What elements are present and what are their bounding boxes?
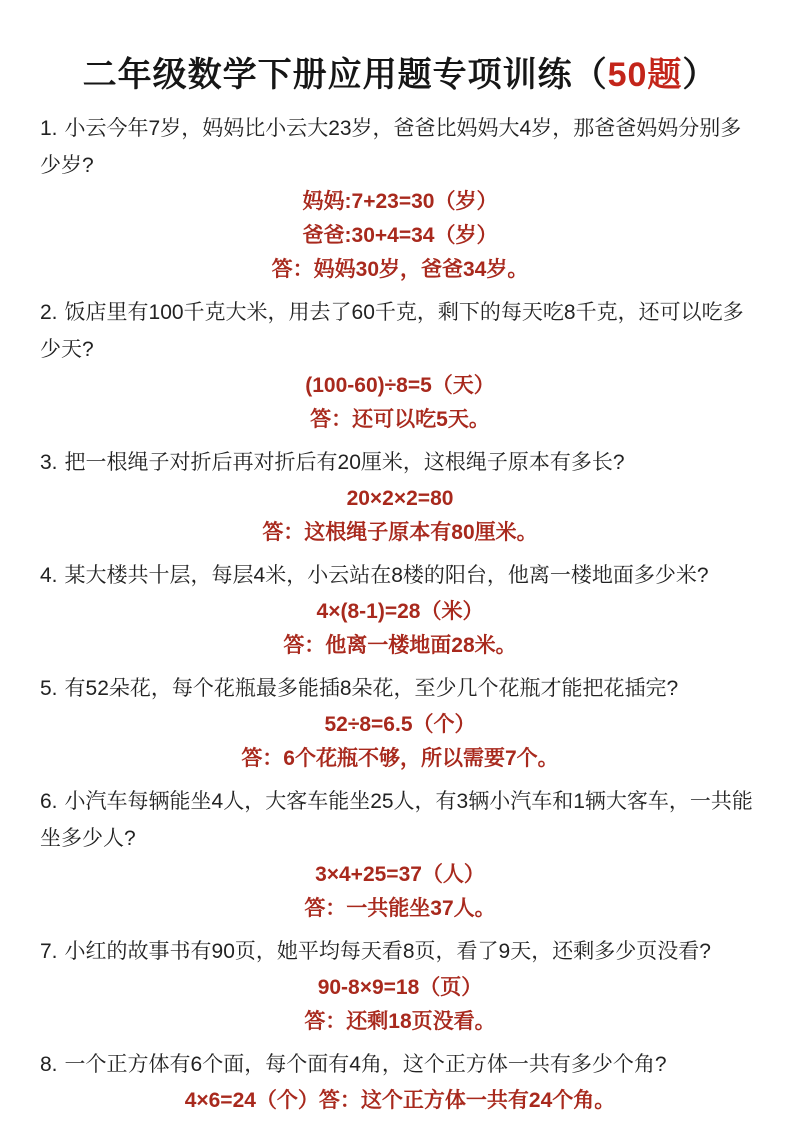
title-question-count: 50题: [607, 56, 683, 94]
question-text: [40, 1046, 760, 1083]
question-text: [40, 444, 760, 481]
answer-line: 答：这根绳子原本有80厘米。: [262, 521, 538, 544]
page-title: [40, 50, 760, 100]
question-number: 2.: [40, 301, 58, 324]
answer-line: 答：一共能坐37人。: [304, 897, 496, 920]
answer-line: 答：6个花瓶不够，所以需要7个。: [241, 747, 559, 770]
question-body: 小云今年7岁，妈妈比小云大23岁，爸爸比妈妈大4岁，那爸爸妈妈分别多少岁?: [40, 117, 742, 177]
question-text: [40, 783, 760, 857]
answer-line: 4×(8-1)=28（米）: [316, 600, 484, 623]
problem-8: [40, 1046, 760, 1117]
question-body: 小红的故事书有90页，她平均每天看8页，看了9天，还剩多少页没看?: [64, 940, 711, 963]
title-text: 二年级数学下册应用题专项训练: [82, 56, 573, 94]
problem-7: [40, 933, 760, 1038]
question-body: 把一根绳子对折后再对折后有20厘米，这根绳子原本有多长?: [64, 451, 625, 474]
answer-line: (100-60)÷8=5（天）: [305, 374, 495, 397]
question-body: 一个正方体有6个面，每个面有4角，这个正方体一共有多少个角?: [64, 1053, 667, 1076]
question-body: 小汽车每辆能坐4人，大客车能坐25人，有3辆小汽车和1辆大客车，一共能坐多少人?: [40, 790, 753, 850]
question-body: 有52朵花，每个花瓶最多能插8朵花，至少几个花瓶才能把花插完?: [64, 677, 679, 700]
answer-line: 90-8×9=18（页）: [317, 976, 483, 999]
question-number: 6.: [40, 790, 58, 813]
question-text: [40, 110, 760, 184]
problem-3: [40, 444, 760, 549]
problem-6: [40, 783, 760, 925]
question-text: [40, 557, 760, 594]
question-number: 1.: [40, 117, 58, 140]
question-number: 3.: [40, 451, 58, 474]
problem-4: [40, 557, 760, 662]
question-text: [40, 933, 760, 970]
answer-line: 4×6=24（个）答：这个正方体一共有24个角。: [184, 1089, 616, 1112]
answer-line: 20×2×2=80: [346, 487, 454, 510]
problem-5: [40, 670, 760, 775]
question-text: [40, 294, 760, 368]
answer-line: 答：还剩18页没看。: [304, 1010, 496, 1033]
answer-line: 妈妈:7+23=30（岁）: [302, 190, 498, 213]
problem-2: [40, 294, 760, 436]
question-body: 饭店里有100千克大米，用去了60千克，剩下的每天吃8千克，还可以吃多少天?: [40, 301, 744, 361]
answer-line: 爸爸:30+4=34（岁）: [302, 224, 498, 247]
answer-line: 答：妈妈30岁，爸爸34岁。: [271, 258, 529, 281]
question-number: 8.: [40, 1053, 58, 1076]
problem-1: [40, 110, 760, 286]
answer-line: 答：还可以吃5天。: [310, 408, 490, 431]
question-number: 5.: [40, 677, 58, 700]
answer-line: 3×4+25=37（人）: [315, 863, 485, 886]
answer-line: 52÷8=6.5（个）: [324, 713, 476, 736]
question-number: 4.: [40, 564, 58, 587]
answer-line: 答：他离一楼地面28米。: [283, 634, 517, 657]
title-paren-close: ）: [682, 56, 718, 94]
question-number: 7.: [40, 940, 58, 963]
question-body: 某大楼共十层，每层4米，小云站在8楼的阳台，他离一楼地面多少米?: [64, 564, 709, 587]
title-paren-open: （: [572, 56, 608, 94]
question-text: [40, 670, 760, 707]
